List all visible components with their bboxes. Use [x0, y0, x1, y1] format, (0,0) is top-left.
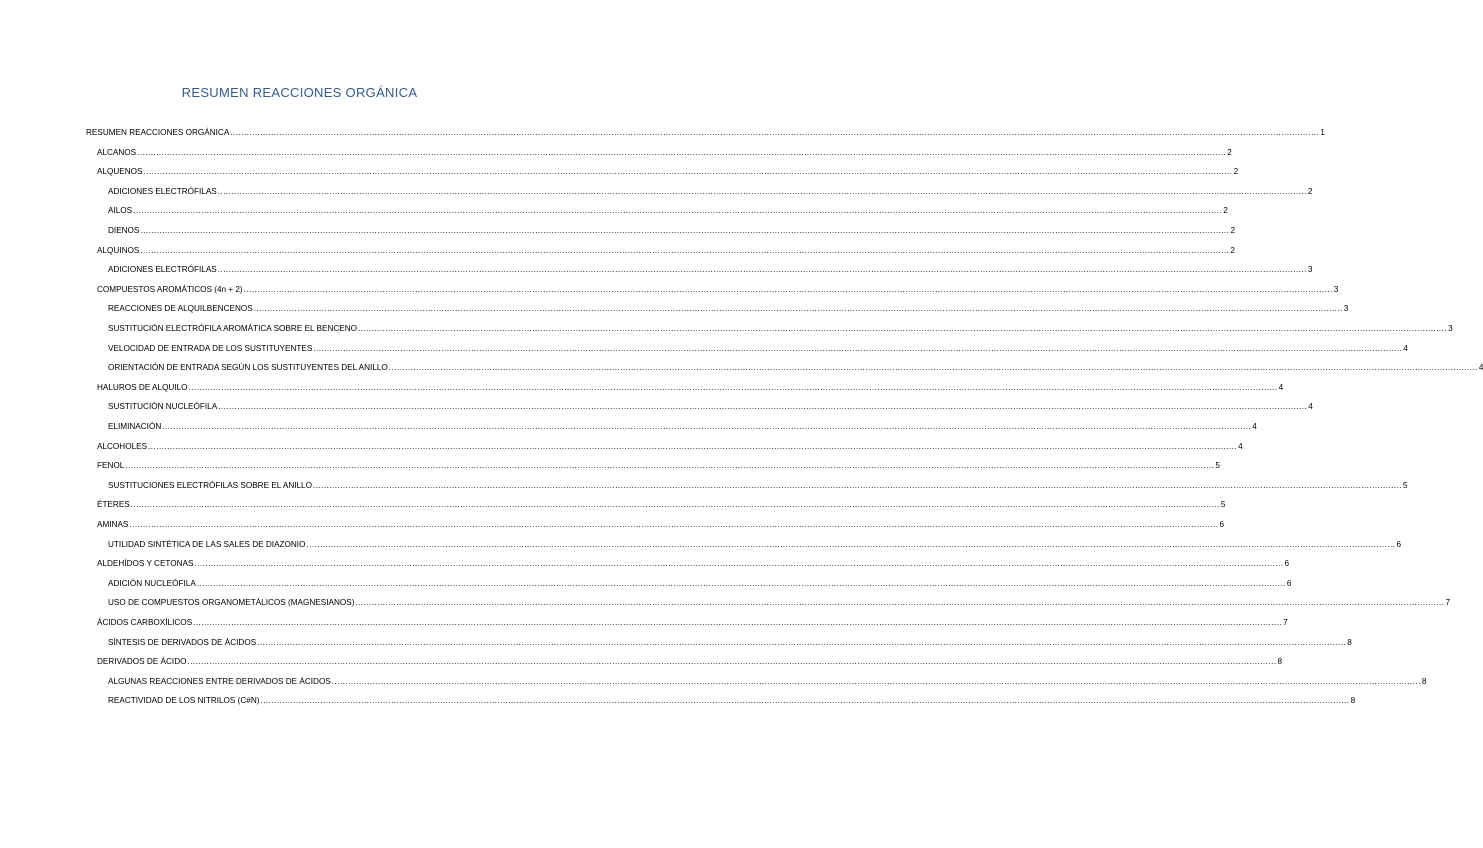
- toc-entry[interactable]: [108, 321, 1453, 337]
- toc-dot-leader: ................................................................................................................................................................................................................................................................................................................................................................................................................: [243, 284, 1333, 294]
- toc-entry-label: VELOCIDAD DE ENTRADA DE LOS SUSTITUYENTES: [108, 343, 313, 353]
- toc-entry-label: ADICIÓN NUCLEÓFILA: [108, 578, 196, 588]
- toc-entry[interactable]: [97, 439, 1243, 455]
- toc-dot-leader: ................................................................................................................................................................................................................................................................................................................................................................................................................: [388, 363, 1478, 373]
- toc-entry-label: SUSTITUCIONES ELECTRÓFILAS SOBRE EL ANILLO: [108, 480, 312, 490]
- toc-entry-label: ELIMINACIÓN: [108, 422, 162, 431]
- toc-entry[interactable]: [108, 537, 1402, 553]
- toc-entry-page-number: 2: [1223, 206, 1228, 216]
- toc-entry-label: UTILIDAD SINTÉTICA DE LAS SALES DE DIAZONIO: [108, 539, 306, 549]
- toc-entry-label: DIENOS: [108, 226, 140, 235]
- toc-dot-leader: ................................................................................................................................................................................................................................................................................................................................................................................................................: [358, 324, 1448, 333]
- toc-dot-leader: ................................................................................................................................................................................................................................................................................................................................................................................................................: [257, 637, 1347, 647]
- toc-entry[interactable]: [97, 164, 1239, 180]
- toc-entry-label: HALUROS DE ALQUILO: [97, 382, 188, 392]
- toc-entry-label: ALQUENOS: [97, 167, 143, 177]
- toc-entry-label: REACCIONES DE ALQUILBENCENOS: [108, 304, 253, 314]
- toc-entry-page-number: 8: [1421, 676, 1427, 686]
- toc-entry-label: FENOL: [97, 461, 125, 471]
- page-title: RESUMEN REACCIONES ORGÁNICA: [181, 85, 418, 100]
- toc-dot-leader: ................................................................................................................................................................................................................................................................................................................................................................................................................: [230, 128, 1320, 137]
- toc-entry-label: ALGUNAS REACCIONES ENTRE DERIVADOS DE ÁCIDOS: [108, 676, 331, 686]
- toc-entry-label: ADICIONES ELECTRÓFILAS: [108, 265, 217, 275]
- toc-entry[interactable]: [97, 556, 1290, 572]
- toc-entry-page-number: 2: [1230, 245, 1235, 255]
- toc-dot-leader: ................................................................................................................................................................................................................................................................................................................................................................................................................: [187, 657, 1277, 667]
- toc-dot-leader: ................................................................................................................................................................................................................................................................................................................................................................................................................: [217, 186, 1307, 196]
- toc-entry-page-number: 3: [1333, 284, 1339, 294]
- toc-dot-leader: ................................................................................................................................................................................................................................................................................................................................................................................................................: [193, 618, 1283, 627]
- toc-entry-page-number: 3: [1343, 304, 1349, 314]
- toc-entry[interactable]: [108, 223, 1236, 239]
- toc-dot-leader: ................................................................................................................................................................................................................................................................................................................................................................................................................: [129, 520, 1219, 529]
- toc-entry-label: COMPUESTOS AROMÁTICOS (4n + 2): [97, 284, 243, 294]
- toc-entry-page-number: 2: [1230, 226, 1236, 235]
- toc-entry-page-number: 8: [1350, 696, 1356, 706]
- toc-entry-page-number: 4: [1478, 363, 1483, 373]
- toc-entry[interactable]: [108, 184, 1313, 200]
- toc-entry-label: SÍNTESIS DE DERIVADOS DE ÁCIDOS: [108, 637, 257, 647]
- toc-entry-label: SUSTITUCIÓN ELECTRÓFILA AROMÁTICA SOBRE EL BENCENO: [108, 324, 358, 333]
- toc-dot-leader: ................................................................................................................................................................................................................................................................................................................................................................................................................: [137, 147, 1227, 157]
- toc-entry[interactable]: [108, 478, 1408, 494]
- toc-entry-label: REACTIVIDAD DE LOS NITRILOS (C#N): [108, 696, 260, 706]
- toc-entry-page-number: 3: [1448, 324, 1453, 333]
- toc-entry[interactable]: [108, 674, 1427, 690]
- toc-entry[interactable]: [97, 145, 1232, 161]
- toc-dot-leader: ................................................................................................................................................................................................................................................................................................................................................................................................................: [313, 343, 1403, 353]
- toc-entry-page-number: 3: [1307, 265, 1313, 275]
- toc-dot-leader: ................................................................................................................................................................................................................................................................................................................................................................................................................: [312, 480, 1403, 490]
- toc-entry-label: ORIENTACIÓN DE ENTRADA SEGÚN LOS SUSTITUYENTES DEL ANILLO: [108, 363, 388, 373]
- toc-dot-leader: ................................................................................................................................................................................................................................................................................................................................................................................................................: [355, 598, 1445, 608]
- toc-entry[interactable]: [97, 458, 1220, 474]
- toc-entry-label: ADICIONES ELECTRÓFILAS: [108, 186, 217, 196]
- toc-entry-label: ALCANOS: [97, 147, 137, 157]
- toc-entry-page-number: 2: [1233, 167, 1239, 177]
- toc-dot-leader: ................................................................................................................................................................................................................................................................................................................................................................................................................: [217, 265, 1307, 275]
- toc-entry-label: SUSTITUCIÓN NUCLEÓFILA: [108, 402, 218, 412]
- toc-entry-label: AILOS: [108, 206, 133, 216]
- toc-entry[interactable]: [108, 635, 1352, 651]
- toc-dot-leader: ................................................................................................................................................................................................................................................................................................................................................................................................................: [253, 304, 1343, 314]
- toc-entry-page-number: 4: [1252, 422, 1257, 431]
- toc-entry[interactable]: [97, 654, 1283, 670]
- toc-entry[interactable]: [108, 576, 1292, 592]
- toc-entry-page-number: 5: [1220, 500, 1226, 510]
- toc-entry-label: ÉTERES: [97, 500, 130, 510]
- toc-entry-page-number: 7: [1283, 618, 1288, 627]
- toc-entry[interactable]: [97, 243, 1235, 259]
- toc-dot-leader: ................................................................................................................................................................................................................................................................................................................................................................................................................: [331, 676, 1421, 686]
- toc-dot-leader: ................................................................................................................................................................................................................................................................................................................................................................................................................: [148, 441, 1238, 451]
- toc-entry[interactable]: [108, 399, 1313, 415]
- toc-entry-page-number: 6: [1219, 520, 1225, 529]
- toc-entry[interactable]: [108, 203, 1228, 219]
- toc-entry-page-number: 4: [1238, 441, 1243, 451]
- toc-dot-leader: ................................................................................................................................................................................................................................................................................................................................................................................................................: [194, 559, 1284, 569]
- toc-entry-page-number: 1: [1320, 128, 1325, 137]
- toc-entry[interactable]: [108, 693, 1356, 709]
- toc-entry[interactable]: [97, 517, 1225, 533]
- toc-dot-leader: ................................................................................................................................................................................................................................................................................................................................................................................................................: [143, 167, 1233, 177]
- toc-entry[interactable]: [108, 360, 1483, 376]
- toc-dot-leader: ................................................................................................................................................................................................................................................................................................................................................................................................................: [218, 402, 1308, 412]
- toc-entry-page-number: 2: [1307, 186, 1313, 196]
- toc-entry-page-number: 8: [1347, 637, 1352, 647]
- toc-entry-page-number: 4: [1308, 402, 1313, 412]
- toc-entry-label: ALQUINOS: [97, 245, 140, 255]
- toc-entry-label: USO DE COMPUESTOS ORGANOMETÁLICOS (MAGNESIANOS): [108, 598, 355, 608]
- toc-dot-leader: ................................................................................................................................................................................................................................................................................................................................................................................................................: [196, 578, 1286, 588]
- toc-dot-leader: ................................................................................................................................................................................................................................................................................................................................................................................................................: [188, 382, 1278, 392]
- toc-entry[interactable]: [97, 282, 1339, 298]
- toc-entry[interactable]: [86, 125, 1325, 141]
- toc-dot-leader: ................................................................................................................................................................................................................................................................................................................................................................................................................: [162, 422, 1252, 431]
- toc-entry-page-number: 6: [1286, 578, 1292, 588]
- toc-entry-page-number: 2: [1227, 147, 1232, 157]
- toc-dot-leader: ................................................................................................................................................................................................................................................................................................................................................................................................................: [140, 245, 1230, 255]
- toc-entry[interactable]: [97, 497, 1226, 513]
- toc-entry[interactable]: [108, 595, 1451, 611]
- toc-dot-leader: ................................................................................................................................................................................................................................................................................................................................................................................................................: [130, 500, 1220, 510]
- toc-entry[interactable]: [97, 380, 1284, 396]
- toc-dot-leader: ................................................................................................................................................................................................................................................................................................................................................................................................................: [260, 696, 1350, 706]
- toc-entry-label: RESUMEN REACCIONES ORGÁNICA: [86, 128, 230, 137]
- toc-entry-page-number: 4: [1403, 343, 1408, 353]
- toc-entry-page-number: 5: [1403, 480, 1408, 490]
- toc-entry[interactable]: [108, 301, 1349, 317]
- toc-dot-leader: ................................................................................................................................................................................................................................................................................................................................................................................................................: [125, 461, 1215, 471]
- toc-entry-label: DERIVADOS DE ÁCIDO: [97, 657, 187, 667]
- toc-entry-label: ÁCIDOS CARBOXÍLICOS: [97, 618, 193, 627]
- toc-entry-page-number: 8: [1277, 657, 1283, 667]
- toc-dot-leader: ................................................................................................................................................................................................................................................................................................................................................................................................................: [140, 226, 1230, 235]
- toc-entry-page-number: 4: [1278, 382, 1284, 392]
- toc-entry-page-number: 6: [1284, 559, 1290, 569]
- toc-entry[interactable]: [108, 262, 1313, 278]
- toc-entry[interactable]: [97, 615, 1288, 631]
- toc-entry-page-number: 7: [1445, 598, 1451, 608]
- toc-entry-label: ALDEHÍDOS Y CETONAS: [97, 559, 194, 569]
- toc-dot-leader: ................................................................................................................................................................................................................................................................................................................................................................................................................: [133, 206, 1223, 216]
- toc-dot-leader: ................................................................................................................................................................................................................................................................................................................................................................................................................: [306, 539, 1396, 549]
- toc-entry-label: ALCOHOLES: [97, 441, 148, 451]
- toc-entry-page-number: 5: [1215, 461, 1220, 471]
- toc-entry-page-number: 6: [1396, 539, 1402, 549]
- toc-entry[interactable]: [108, 341, 1408, 357]
- toc-entry[interactable]: [108, 419, 1257, 435]
- toc-entry-label: AMINAS: [97, 520, 129, 529]
